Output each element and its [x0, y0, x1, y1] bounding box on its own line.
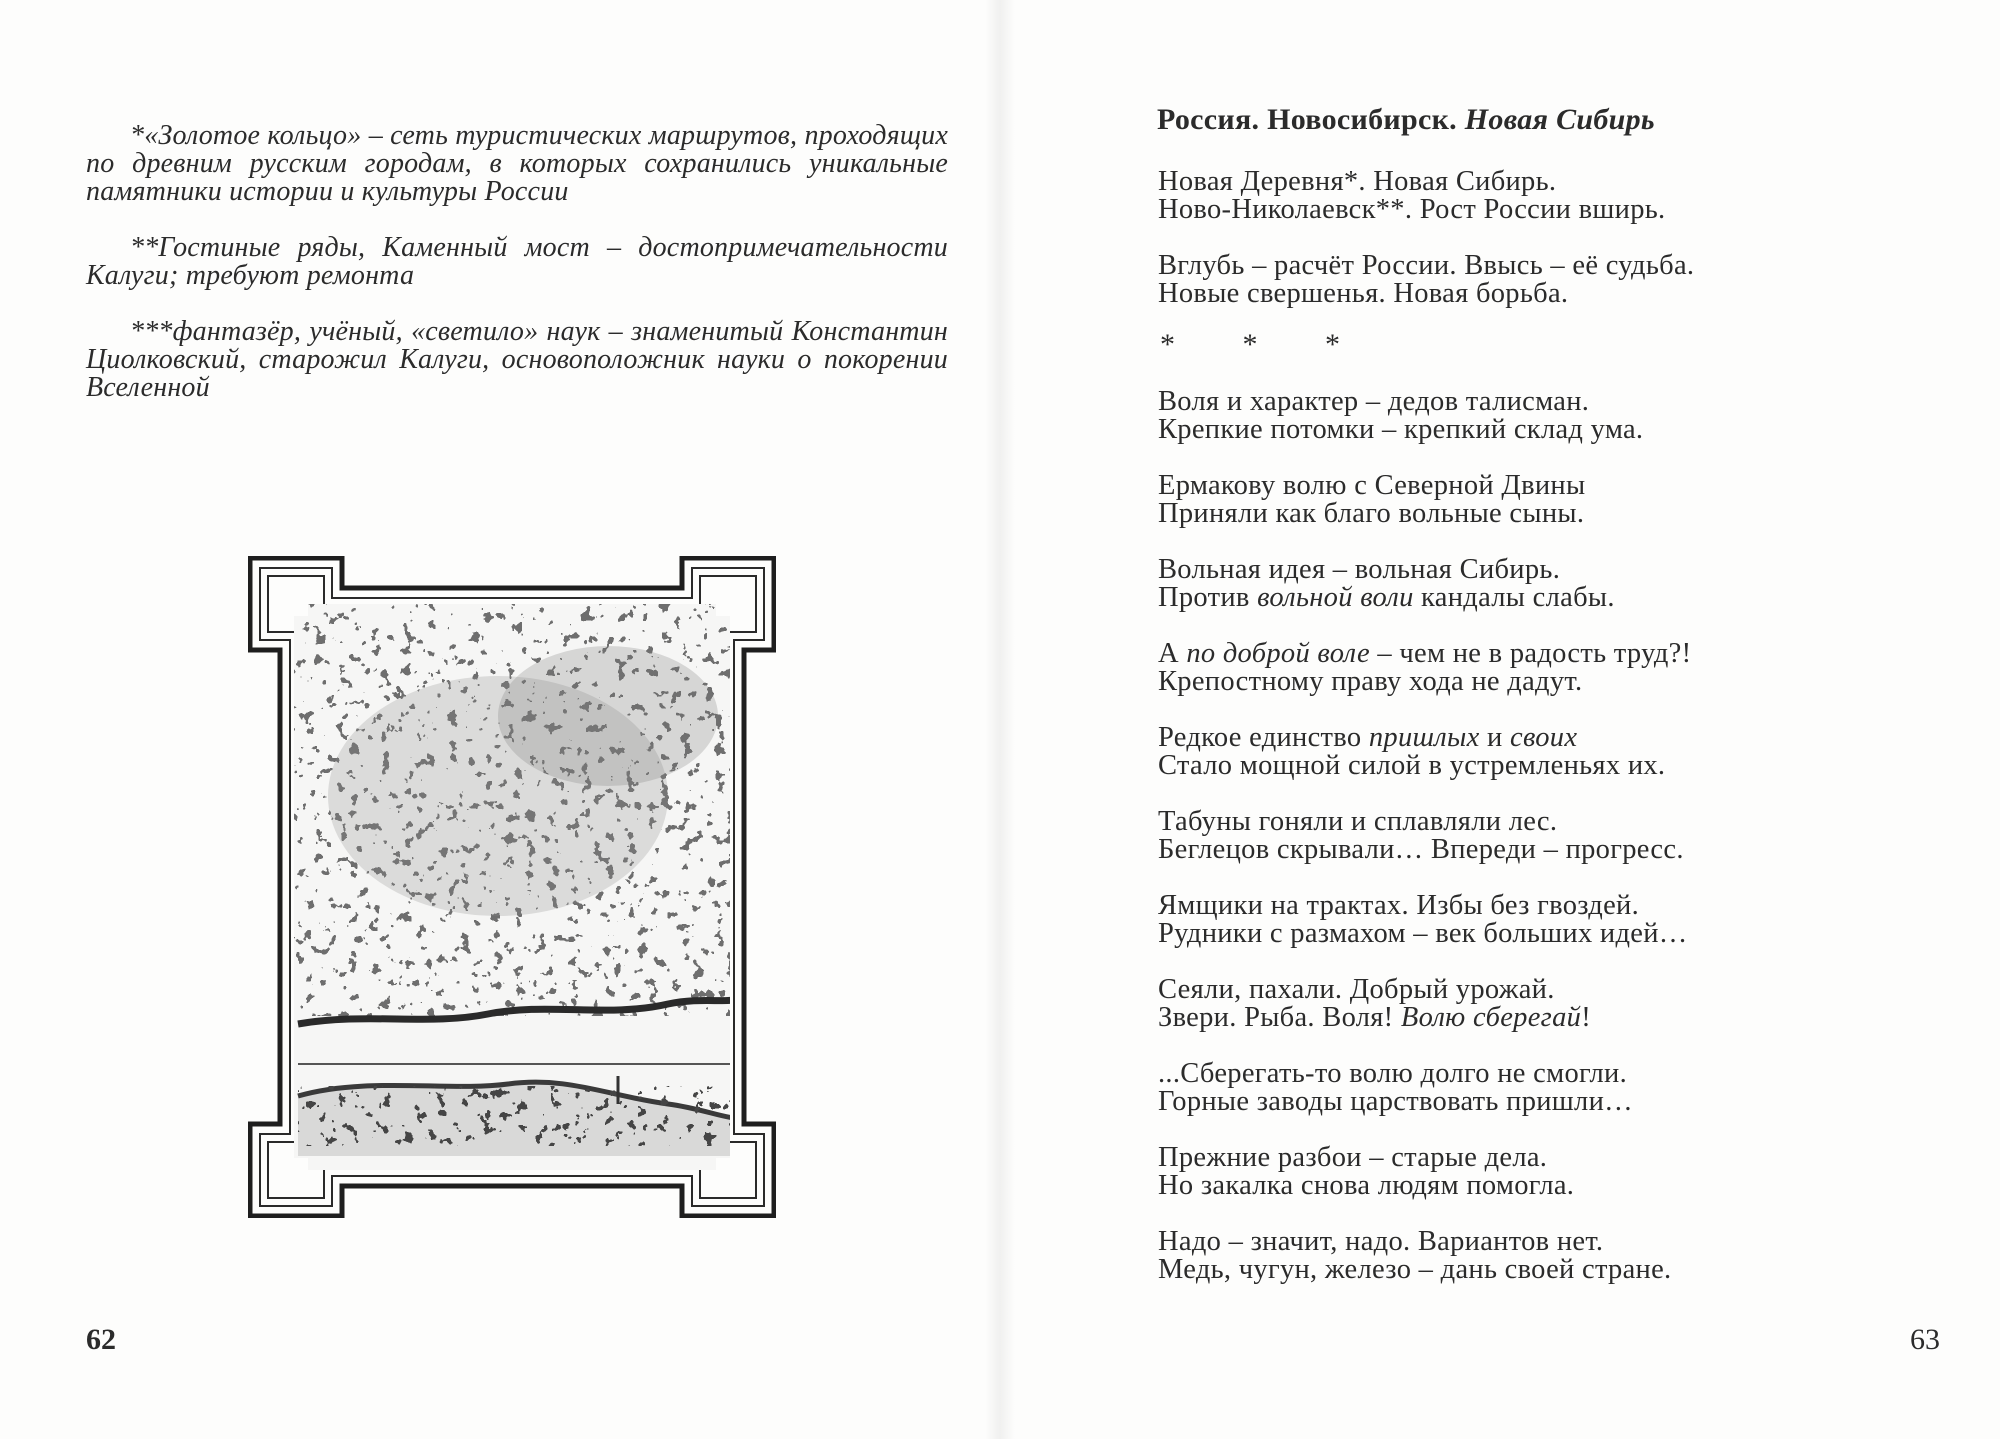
poem-line: [1158, 752, 1958, 780]
poem-line-segment: Приняли как благо вольные сыны.: [1158, 498, 1585, 529]
poem-line: [1158, 920, 1958, 948]
poem-line-segment: Крепкие потомки – крепкий склад ума.: [1158, 414, 1644, 445]
poem-line-segment: Крепостному праву хода не дадут.: [1158, 666, 1583, 697]
stanza: [1158, 1228, 1958, 1284]
footnote-2: **Гостиные ряды, Каменный мост – достопримечательности Калуги; требуют ремонта: [86, 232, 948, 291]
poem-line-segment: Ямщики на трактах. Избы без гвоздей.: [1158, 890, 1640, 921]
poem-line: [1158, 1004, 1958, 1032]
poem-title-regular: Россия. Новосибирск.: [1157, 103, 1465, 136]
poem-line-segment: Новая Деревня*. Новая Сибирь.: [1158, 166, 1557, 197]
poem-line: [1158, 196, 1958, 224]
page-number-right: 63: [1910, 1323, 1940, 1356]
poem-line-segment: Против: [1158, 582, 1258, 613]
poem-line: [1158, 280, 1958, 308]
poem-title: [1157, 103, 1655, 137]
poem-line: [1158, 1144, 1958, 1172]
poem-line: [1158, 416, 1958, 444]
poem-line-segment: Медь, чугун, железо – дань своей стране.: [1158, 1254, 1672, 1285]
stanza: [1158, 640, 1958, 696]
footnote-3: ***фантазёр, учёный, «светило» наук – знаменитый Константин Циолковский, старожил Калуги, основоположник науки о покорении Вселенной: [86, 316, 948, 403]
poem-line: [1158, 836, 1958, 864]
poem-line: [1158, 1228, 1958, 1256]
poem-line: [1158, 556, 1958, 584]
poem-line-segment: Прежние разбои – старые дела.: [1158, 1142, 1548, 1173]
poem-line: [1158, 500, 1958, 528]
poem-line: [1158, 1060, 1958, 1088]
poem-line: [1158, 808, 1958, 836]
poem-body: [1158, 168, 1958, 1312]
poem-line-italic-segment: по доброй воле: [1186, 638, 1370, 669]
stanza: [1158, 556, 1958, 612]
stanza: [1158, 808, 1958, 864]
footnotes: [86, 122, 948, 430]
poem-line: [1158, 168, 1958, 196]
stanza: [1158, 1144, 1958, 1200]
poem-line-italic-segment: пришлых: [1368, 722, 1480, 753]
poem-line: [1158, 1172, 1958, 1200]
poem-line-segment: Ново-Николаевск**. Рост России вширь.: [1158, 194, 1666, 225]
poem-line-italic-segment: вольной воли: [1257, 582, 1414, 613]
poem-line-segment: и: [1479, 722, 1510, 753]
stanza: [1158, 472, 1958, 528]
poem-line: [1158, 640, 1958, 668]
poem-line-segment: Но закалка снова людям помогла.: [1158, 1170, 1575, 1201]
poem-line: [1158, 584, 1958, 612]
page-number-left: 62: [86, 1323, 116, 1356]
poem-line-italic-segment: своих: [1510, 722, 1578, 753]
poem-line-segment: Воля и характер – дедов талисман.: [1158, 386, 1590, 417]
poem-line-segment: Табуны гоняли и сплавляли лес.: [1158, 806, 1558, 837]
poem-line-segment: Редкое единство: [1158, 722, 1369, 753]
poem-line: [1158, 1088, 1958, 1116]
poem-line: [1158, 388, 1958, 416]
stanza: [1158, 1060, 1958, 1116]
poem-line-segment: Вольная идея – вольная Сибирь.: [1158, 554, 1561, 585]
poem-title-italic: Новая Сибирь: [1464, 103, 1655, 136]
poem-line-segment: Беглецов скрывали… Впереди – прогресс.: [1158, 834, 1684, 865]
poem-line-segment: Надо – значит, надо. Вариантов нет.: [1158, 1226, 1604, 1257]
stanza: [1158, 168, 1958, 224]
poem-line-segment: Звери. Рыба. Воля!: [1158, 1002, 1401, 1033]
stanza: [1158, 976, 1958, 1032]
poem-line-segment: А: [1158, 638, 1187, 669]
poem-line-segment: Горные заводы царствовать пришли…: [1158, 1086, 1633, 1117]
poem-line: [1158, 472, 1958, 500]
poem-line-italic-segment: Волю сберегай: [1400, 1002, 1582, 1033]
stanza-separator: * * *: [1160, 328, 1370, 361]
framed-landscape-illustration: [248, 556, 776, 1218]
poem-line: [1158, 1256, 1958, 1284]
poem-line-segment: Ермакову волю с Северной Двины: [1158, 470, 1586, 501]
poem-line-segment: – чем не в радость труд?!: [1369, 638, 1692, 669]
poem-line-segment: !: [1581, 1002, 1591, 1033]
poem-line-segment: Стало мощной силой в устремленьях их.: [1158, 750, 1666, 781]
poem-line: [1158, 724, 1958, 752]
poem-line-segment: Рудники с размахом – век больших идей…: [1158, 918, 1688, 949]
poem-line-segment: кандалы слабы.: [1413, 582, 1615, 613]
footnote-1: *«Золотое кольцо» – сеть туристических маршрутов, проходящих по древним русским городам, в которых сохранились уникальные памятники истории и культуры России: [86, 120, 948, 207]
stanza: [1158, 892, 1958, 948]
poem-line: [1158, 976, 1958, 1004]
stanza: [1158, 252, 1958, 308]
poem-line-segment: Новые свершенья. Новая борьба.: [1158, 278, 1569, 309]
stanza: [1158, 388, 1958, 444]
right-page: [1000, 0, 2000, 1439]
poem-line: [1158, 892, 1958, 920]
poem-line-segment: ...Сберегать-то волю долго не смогли.: [1158, 1058, 1628, 1089]
poem-line-segment: Сеяли, пахали. Добрый урожай.: [1158, 974, 1555, 1005]
poem-line-segment: Вглубь – расчёт России. Ввысь – её судьба.: [1158, 250, 1695, 281]
poem-line: [1158, 252, 1958, 280]
poem-line: [1158, 668, 1958, 696]
stanza: [1158, 724, 1958, 780]
